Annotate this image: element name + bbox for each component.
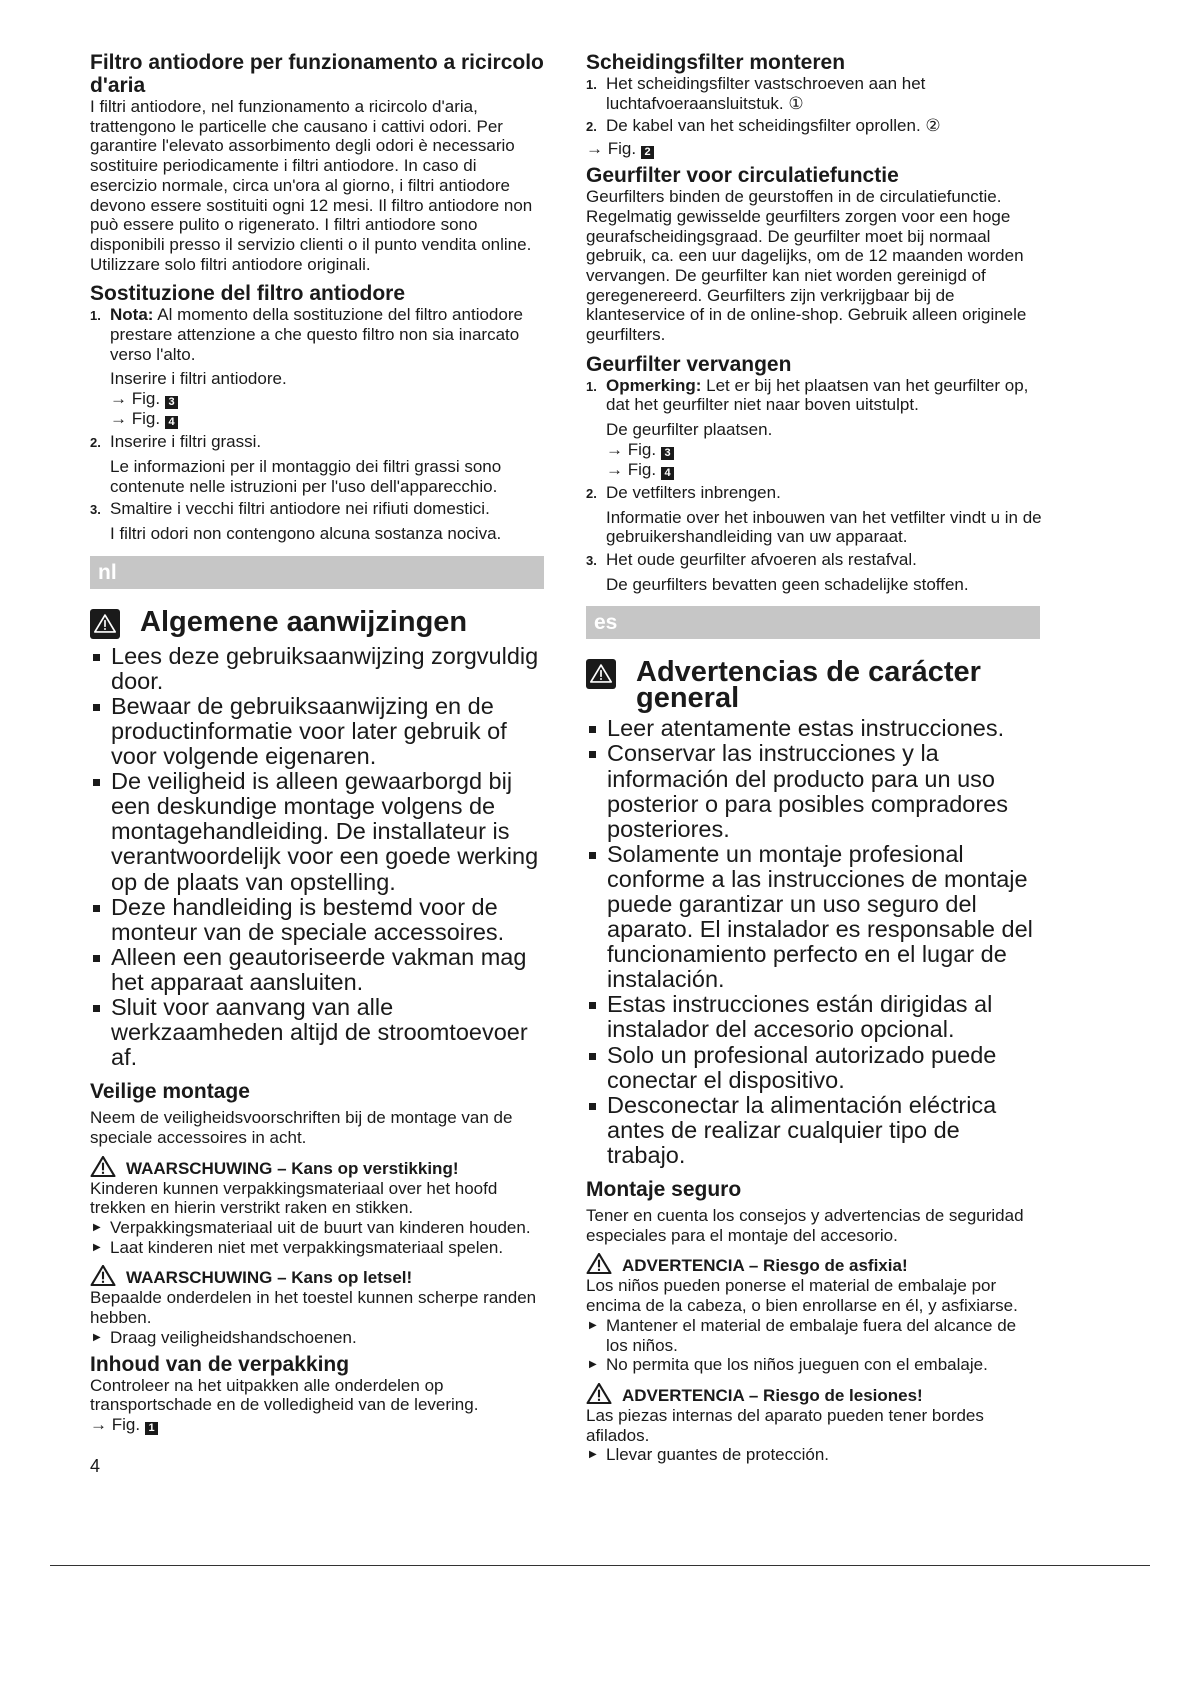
bullet-item: Lees deze gebruiksaanwijzing zorgvuldig door. — [90, 644, 546, 694]
list-item — [90, 305, 546, 364]
bullet-item: Bewaar de gebruiksaanwijzing en de productinformatie voor later gebruik of voor volgende eigenaren. — [90, 694, 546, 769]
bullet-item: De veiligheid is alleen gewaarborgd bij een deskundige montage volgens de montagehandleiding. De installateur is verantwoordelijk voor een goede werking op de plaats van opstelling. — [90, 769, 546, 894]
numbered-list — [586, 376, 1042, 595]
bullet-item: Conservar las instrucciones y la información del producto para un uso posterior o para posibles compradores posteriores. — [586, 741, 1042, 841]
item-sub: Informatie over het inbouwen van het vetfilter vindt u in de gebruikershandleiding van uw apparaat. — [606, 507, 1042, 547]
figure-number-badge: 3 — [165, 396, 178, 409]
chapter-heading: Advertencias de carácter general — [586, 659, 1042, 711]
item-text: Al momento della sostituzione del filtro antiodore prestare attenzione a che questo filtro non sia inarcato verso l'alto. — [110, 305, 523, 364]
list-item: 2. De vetfilters inbrengen. — [586, 482, 781, 502]
paragraph: I filtri antiodore, nel funzionamento a ricircolo d'aria, trattengono le particelle che causano i cattivi odori. Per garantire l'elevato assorbimento degli odori è necessario sostituire periodicamente i filtri antiodore. In caso di esercizio normale, circa un'ora al giorno, i filtri antiodore devono essere sostituiti ogni 12 mesi. Il filtro antiodore non può essere pulito o rigenerato. I filtri antiodore sono disponibili presso il servizio clienti o il punto vendita online. Utilizzare solo filtri antiodore originali. — [90, 97, 533, 274]
warning-triangle-icon — [90, 1156, 116, 1177]
warning-block: ADVERTENCIA – Riesgo de lesiones! Las piezas internas del aparato pueden tener bordes afilados. ▶ Llevar guantes de protección. — [586, 1383, 1042, 1465]
list-item: 3. Het oude geurfilter afvoeren als restafval. — [586, 549, 917, 569]
list-item: 2. Inserire i filtri grassi. — [90, 432, 262, 452]
warning-icon — [90, 609, 120, 639]
item-number: 1. — [90, 308, 101, 324]
list-item: 3. Smaltire i vecchi filtri antiodore nei rifiuti domestici. — [90, 499, 490, 519]
bullet-item: Deze handleiding is bestemd voor de monteur van de speciale accessoires. — [90, 895, 546, 945]
right-column — [586, 51, 1042, 1465]
section-heading: Veilige montage — [90, 1080, 250, 1104]
figure-reference: → Fig. 2 — [586, 139, 1042, 159]
item-sub: Inserire i filtri antiodore. — [110, 369, 287, 389]
section-heading: Inhoud van de verpakking — [90, 1352, 350, 1376]
warning-icon — [586, 659, 616, 689]
language-bar-nl: nl — [90, 556, 544, 589]
section-heading: Sostituzione del filtro antiodore — [90, 282, 405, 306]
warning-triangle-icon — [90, 1265, 116, 1286]
figure-reference: → Fig. 3 — [586, 440, 1042, 460]
note-label: Nota: — [110, 305, 154, 325]
section-heading: Geurfilter vervangen — [586, 352, 792, 376]
action-item: ▶ Llevar guantes de protección. — [589, 1445, 830, 1465]
page-number: 4 — [90, 1455, 101, 1476]
action-item: ▶ Mantener el material de embalaje fuera del alcance de los niños. — [589, 1315, 1017, 1355]
footer-rule — [50, 1565, 1150, 1566]
warning-block: WAARSCHUWING – Kans op verstikking! Kinderen kunnen verpakkingsmateriaal over het hoofd trekken en hierin verstrikt raken en stikken. ▶ Verpakkingsmateriaal uit de buurt van kinderen houden. ▶ Laat kinderen niet met verpakkingsmateriaal spelen. — [90, 1156, 546, 1258]
figure-number-badge: 4 — [165, 416, 178, 429]
section-heading: Montaje seguro — [586, 1178, 742, 1202]
list-item: 2. De kabel van het scheidingsfilter oprollen. ② — [586, 116, 941, 136]
language-bar-es: es — [586, 606, 1040, 639]
action-item: ▶ Verpakkingsmateriaal uit de buurt van kinderen houden. — [93, 1218, 531, 1238]
list-item: 1. Het scheidingsfilter vastschroeven aan het luchtafvoeraansluitstuk. ① — [586, 74, 926, 113]
paragraph: Geurfilters binden de geurstoffen in de circulatiefunctie. Regelmatig gewisselde geurfilters zorgen voor een hoge geurafscheidingsgraad. De geurfilter moet bij normaal gebruik, ca. een uur dagelijks, om de 12 maanden worden vervangen. De geurfilter kan niet worden gereinigd of geregenereerd. Geurfilters zijn verkrijgbaar bij de klanteservice of in de online-shop. Gebruik alleen originele geurfilters. — [586, 187, 1027, 345]
bullet-item: Solamente un montaje profesional conforme a las instrucciones de montaje puede garantizar un uso seguro del aparato. El instalador es responsable del funcionamiento perfecto en el lugar de instalación. — [586, 842, 1042, 993]
item-sub: Le informazioni per il montaggio dei filtri grassi sono contenute nelle istruzioni per l'uso dell'apparecchio. — [110, 456, 502, 496]
numbered-list — [586, 74, 1042, 159]
figure-reference: → Fig. 3 — [90, 389, 546, 409]
bullet-item: Sluit voor aanvang van alle werkzaamheden altijd de stroomtoevoer af. — [90, 995, 546, 1070]
warning-block: WAARSCHUWING – Kans op letsel! Bepaalde onderdelen in het toestel kunnen scherpe randen hebben. ▶ Draag veiligheidshandschoenen. — [90, 1265, 546, 1347]
item-sub: De geurfilters bevatten geen schadelijke stoffen. — [606, 574, 969, 594]
numbered-list — [90, 305, 546, 543]
section-heading: Filtro antiodore per funzionamento a ricircolo d'aria — [90, 51, 544, 97]
bullet-item: Desconectar la alimentación eléctrica antes de realizar cualquier tipo de trabajo. — [586, 1093, 1042, 1168]
paragraph: Controleer na het uitpakken alle onderdelen op transportschade en de volledigheid van de levering. → Fig. 1 — [90, 1376, 546, 1435]
bullet-item: Alleen een geautoriseerde vakman mag het apparaat aansluiten. — [90, 945, 546, 995]
figure-reference: → Fig. 4 — [90, 409, 546, 429]
action-item: ▶ Laat kinderen niet met verpakkingsmateriaal spelen. — [93, 1237, 504, 1257]
figure-reference: → Fig. 4 — [586, 460, 1042, 480]
action-item: ▶ No permita que los niños jueguen con el embalaje. — [589, 1355, 988, 1375]
chapter-heading: Algemene aanwijzingen — [90, 609, 546, 639]
paragraph: Tener en cuenta los consejos y advertencias de seguridad especiales para el montaje del accesorio. — [586, 1206, 1024, 1245]
action-item: ▶ Draag veiligheidshandschoenen. — [93, 1327, 357, 1347]
paragraph: Neem de veiligheidsvoorschriften bij de montage van de speciale accessoires in acht. — [90, 1108, 513, 1147]
figure-reference: → Fig. 1 — [90, 1415, 546, 1435]
list-item: 1. Opmerking: Let er bij het plaatsen van het geurfilter op, dat het geurfilter niet naar boven uitstulpt. — [586, 375, 1029, 415]
warning-triangle-icon — [586, 1383, 612, 1404]
section-heading: Scheidingsfilter monteren — [586, 51, 846, 74]
warning-triangle-icon — [586, 1253, 612, 1274]
item-sub: I filtri odori non contengono alcuna sostanza nociva. — [110, 523, 502, 543]
bullet-list — [90, 644, 546, 1071]
warning-block: ADVERTENCIA – Riesgo de asfixia! Los niños pueden ponerse el material de embalaje por encima de la cabeza, o bien enrollarse en él, y asfixiarse. ▶ Mantener el material de embalaje fuera del alcance de los niños. ▶ No permita que los niños jueguen con el embalaje. — [586, 1253, 1042, 1375]
left-column — [90, 51, 546, 1477]
bullet-list — [586, 716, 1042, 1168]
bullet-item: Solo un profesional autorizado puede conectar el dispositivo. — [586, 1043, 1042, 1093]
bullet-item: Estas instrucciones están dirigidas al instalador del accesorio opcional. — [586, 992, 1042, 1042]
section-heading: Geurfilter voor circulatiefunctie — [586, 164, 899, 188]
item-sub: De geurfilter plaatsen. — [606, 420, 773, 440]
bullet-item: Leer atentamente estas instrucciones. — [586, 716, 1042, 741]
